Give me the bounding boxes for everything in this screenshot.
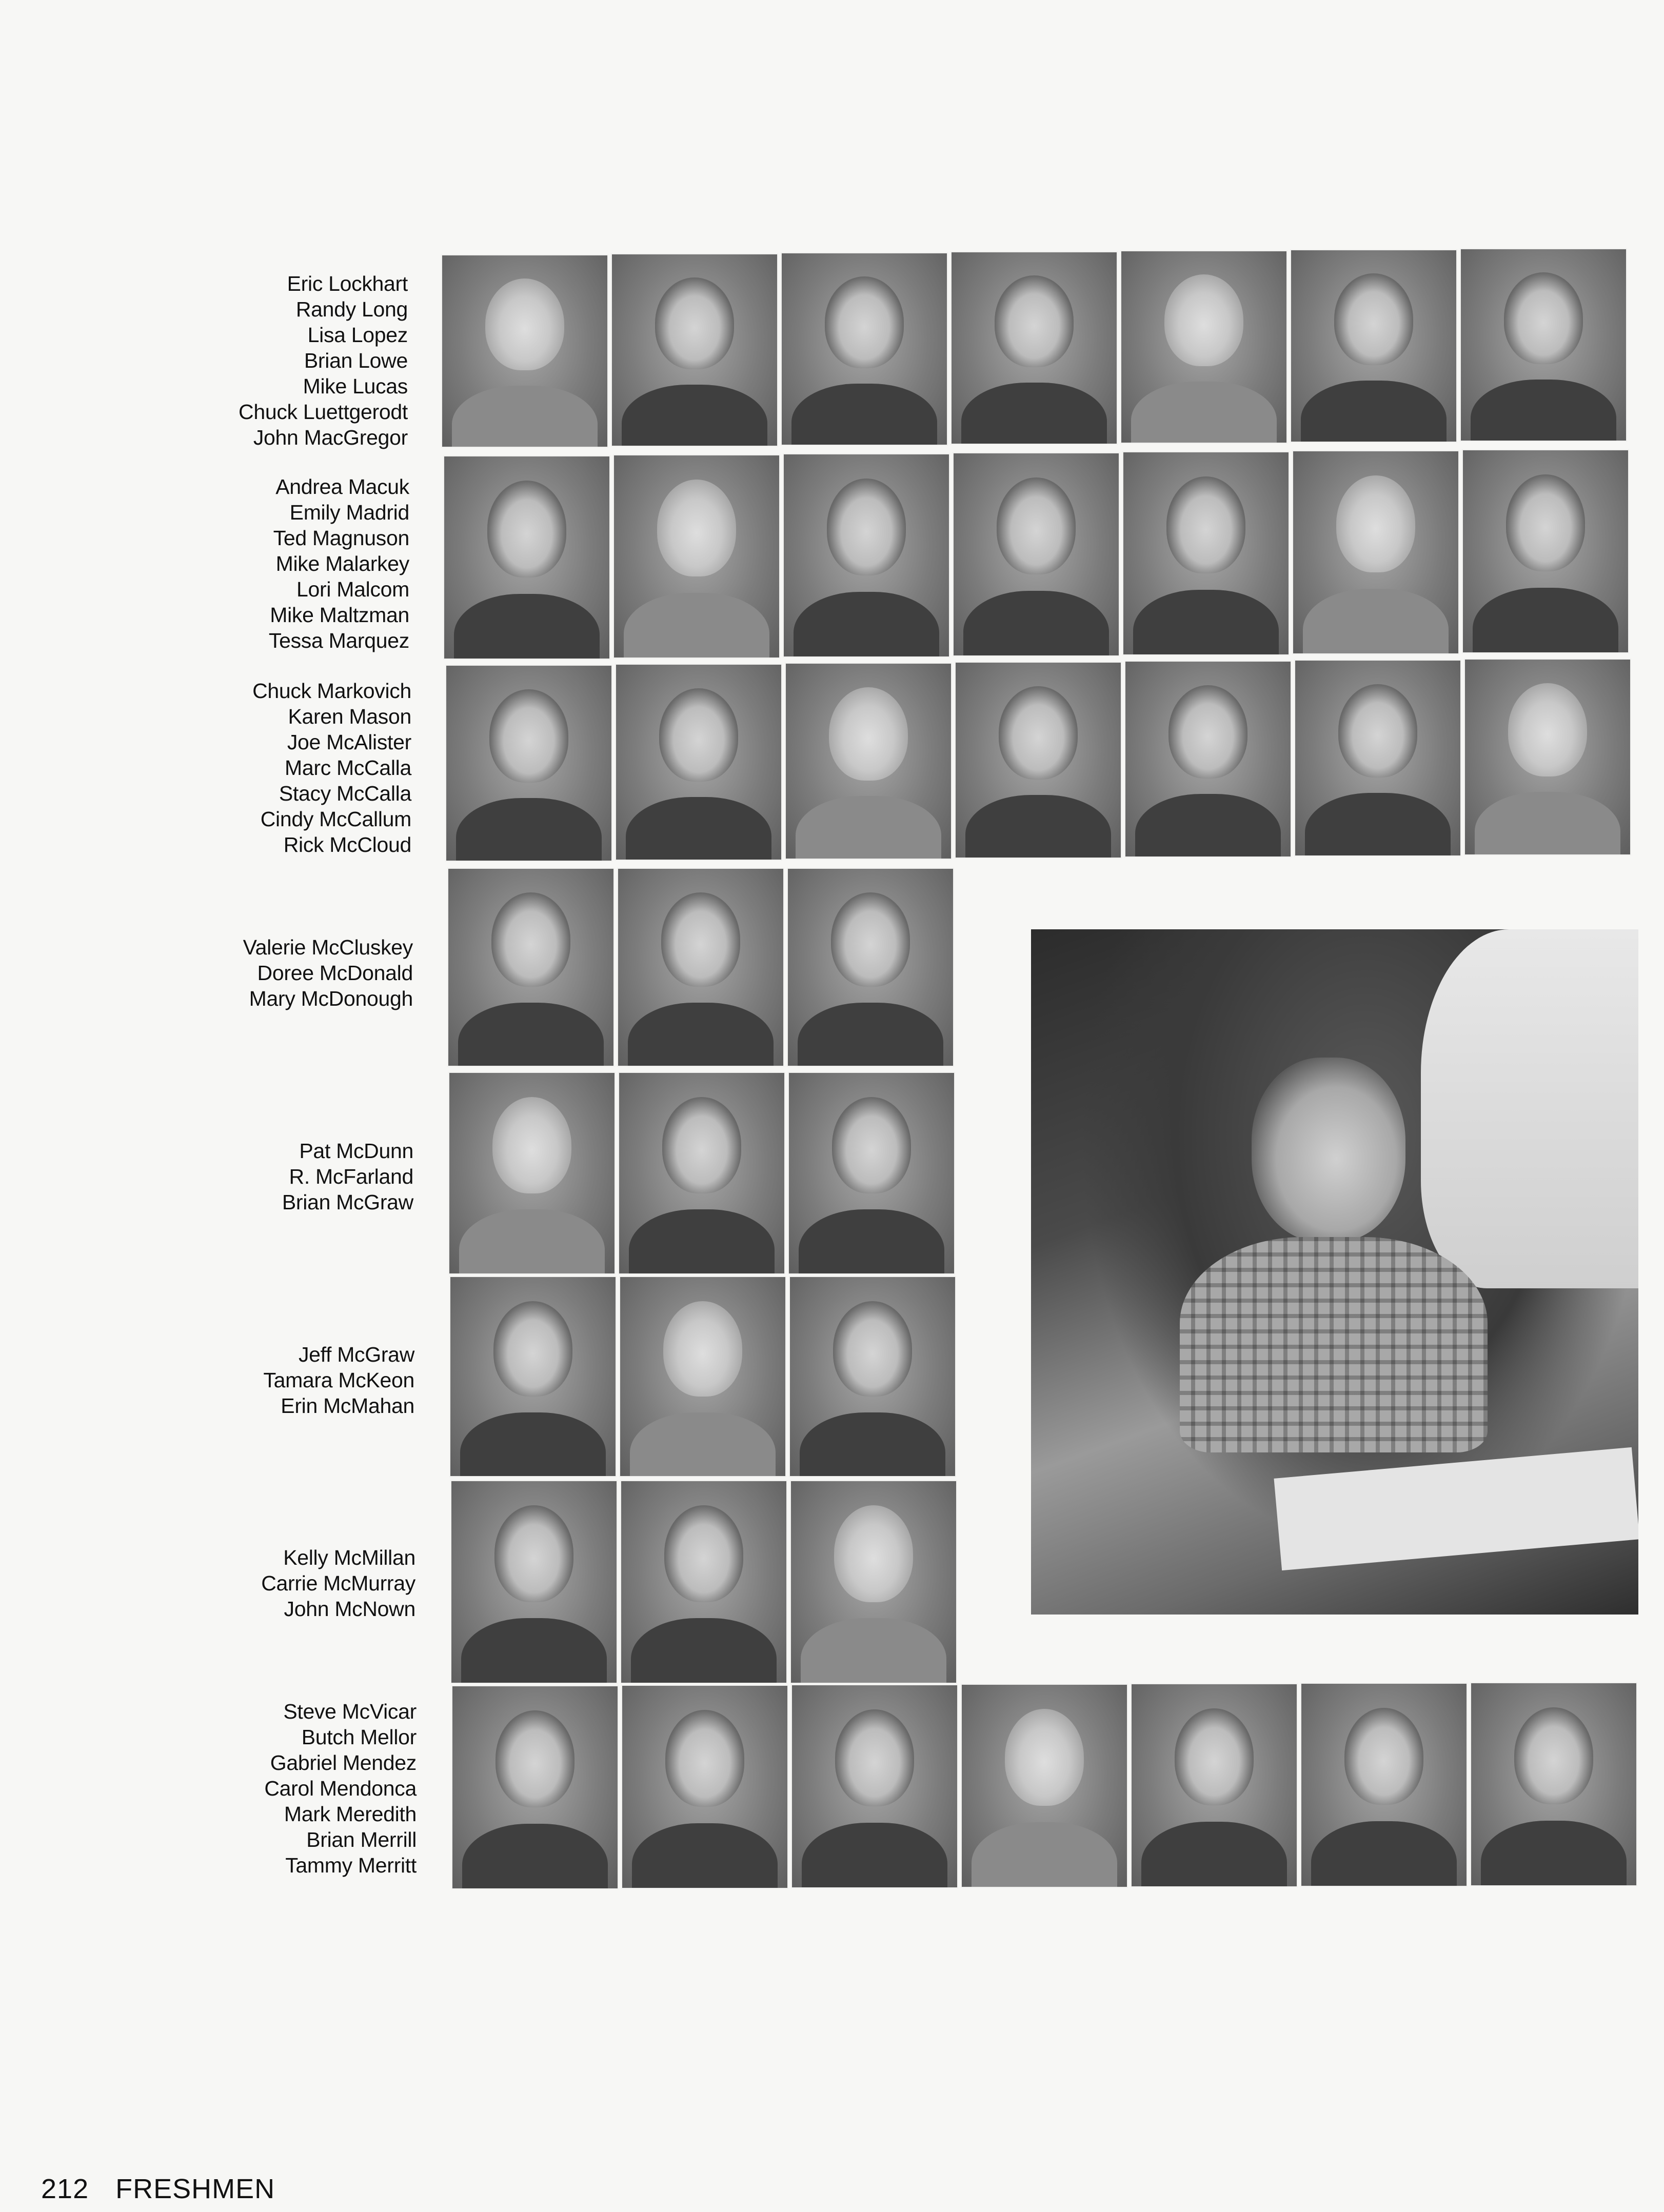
student-portrait bbox=[1124, 661, 1292, 858]
student-name: Brian Merrill bbox=[306, 1828, 417, 1851]
student-name: Erin McMahan bbox=[281, 1394, 414, 1418]
student-name: Pat McDunn bbox=[299, 1139, 413, 1163]
student-name: Emily Madrid bbox=[289, 501, 409, 524]
student-name: John MacGregor bbox=[253, 426, 408, 449]
name-list-row-7 bbox=[149, 1545, 415, 1622]
student-name: R. McFarland bbox=[289, 1165, 413, 1188]
student-portrait bbox=[950, 251, 1118, 445]
student-name: Mike Lucas bbox=[303, 374, 408, 398]
student-name: Brian McGraw bbox=[282, 1190, 413, 1214]
student-portrait bbox=[1290, 249, 1457, 443]
student-portrait bbox=[1460, 248, 1627, 442]
student-portrait bbox=[785, 663, 952, 860]
name-list-row-4 bbox=[146, 934, 413, 1011]
student-name: Chuck Luettgerodt bbox=[239, 400, 408, 424]
student-name: Tammy Merritt bbox=[285, 1854, 417, 1877]
student-portrait bbox=[788, 1072, 955, 1274]
student-portrait bbox=[621, 1685, 788, 1889]
name-list-row-3 bbox=[145, 678, 411, 858]
student-portrait bbox=[620, 1480, 787, 1684]
student-portrait bbox=[1464, 659, 1631, 855]
student-name: Stacy McCalla bbox=[279, 782, 411, 805]
student-name: Randy Long bbox=[295, 297, 408, 321]
student-name: Carrie McMurray bbox=[261, 1571, 415, 1595]
page-footer bbox=[41, 2174, 275, 2204]
student-name: Joe McAlister bbox=[287, 730, 411, 754]
student-name: Valerie McCluskey bbox=[243, 935, 413, 959]
student-name: Lori Malcom bbox=[296, 577, 409, 601]
student-name: Kelly McMillan bbox=[283, 1546, 415, 1569]
student-name: Andrea Macuk bbox=[275, 475, 409, 499]
student-name: Mike Maltzman bbox=[270, 603, 409, 627]
student-name: John McNown bbox=[284, 1597, 415, 1621]
student-name: Tamara McKeon bbox=[263, 1368, 414, 1392]
student-name: Ted Magnuson bbox=[273, 526, 409, 550]
section-title: FRESHMEN bbox=[115, 2174, 275, 2204]
student-name: Doree McDonald bbox=[257, 961, 413, 985]
name-list-row-8 bbox=[150, 1699, 417, 1878]
student-name: Gabriel Mendez bbox=[270, 1751, 417, 1775]
name-list-row-5 bbox=[147, 1138, 413, 1215]
student-name: Cindy McCallum bbox=[260, 807, 411, 831]
student-name: Brian Lowe bbox=[304, 349, 408, 372]
student-portrait bbox=[615, 664, 782, 861]
student-name: Lisa Lopez bbox=[307, 323, 408, 347]
student-portrait bbox=[953, 452, 1120, 656]
student-portrait bbox=[781, 252, 948, 446]
student-name: Mark Meredith bbox=[284, 1802, 417, 1826]
student-portrait bbox=[450, 1480, 618, 1684]
student-name: Chuck Markovich bbox=[252, 679, 411, 703]
student-portrait bbox=[613, 454, 780, 659]
student-portrait bbox=[619, 1276, 786, 1477]
student-name: Carol Mendonca bbox=[264, 1777, 417, 1800]
student-portrait bbox=[783, 453, 950, 657]
student-portrait bbox=[955, 662, 1122, 859]
page-number: 212 bbox=[41, 2174, 89, 2204]
student-portrait bbox=[448, 1072, 616, 1274]
student-portrait bbox=[1292, 450, 1459, 654]
student-portrait bbox=[1470, 1682, 1637, 1886]
student-name: Marc McCalla bbox=[285, 756, 411, 780]
student-portrait bbox=[1122, 451, 1290, 655]
student-portrait bbox=[441, 254, 608, 448]
student-portrait bbox=[1294, 660, 1461, 856]
name-list-row-2 bbox=[143, 474, 409, 653]
candid-photo bbox=[1031, 929, 1638, 1615]
student-name: Butch Mellor bbox=[301, 1725, 417, 1749]
student-portrait bbox=[611, 253, 778, 447]
student-portrait bbox=[451, 1685, 619, 1889]
student-portrait bbox=[449, 1276, 617, 1477]
student-name: Mary McDonough bbox=[249, 987, 413, 1010]
student-portrait bbox=[1462, 449, 1629, 653]
student-portrait bbox=[791, 1684, 958, 1888]
student-portrait bbox=[617, 868, 784, 1067]
student-name: Rick McCloud bbox=[283, 833, 411, 856]
name-list-row-1 bbox=[141, 271, 408, 450]
student-portrait bbox=[618, 1072, 785, 1274]
student-name: Karen Mason bbox=[288, 705, 411, 728]
student-portrait bbox=[447, 868, 615, 1067]
student-portrait bbox=[443, 455, 610, 660]
student-name: Tessa Marquez bbox=[268, 629, 409, 652]
student-name: Mike Malarkey bbox=[275, 552, 409, 575]
student-portrait bbox=[1120, 250, 1287, 444]
student-portrait bbox=[790, 1480, 957, 1684]
student-portrait bbox=[1131, 1683, 1298, 1887]
student-name: Eric Lockhart bbox=[287, 272, 408, 295]
student-name: Jeff McGraw bbox=[298, 1343, 414, 1366]
student-portrait bbox=[789, 1276, 956, 1477]
student-portrait bbox=[787, 868, 954, 1067]
student-name: Steve McVicar bbox=[283, 1700, 417, 1723]
student-portrait bbox=[445, 665, 612, 862]
student-portrait bbox=[1300, 1683, 1468, 1887]
student-portrait bbox=[961, 1684, 1128, 1888]
name-list-row-6 bbox=[148, 1342, 414, 1419]
